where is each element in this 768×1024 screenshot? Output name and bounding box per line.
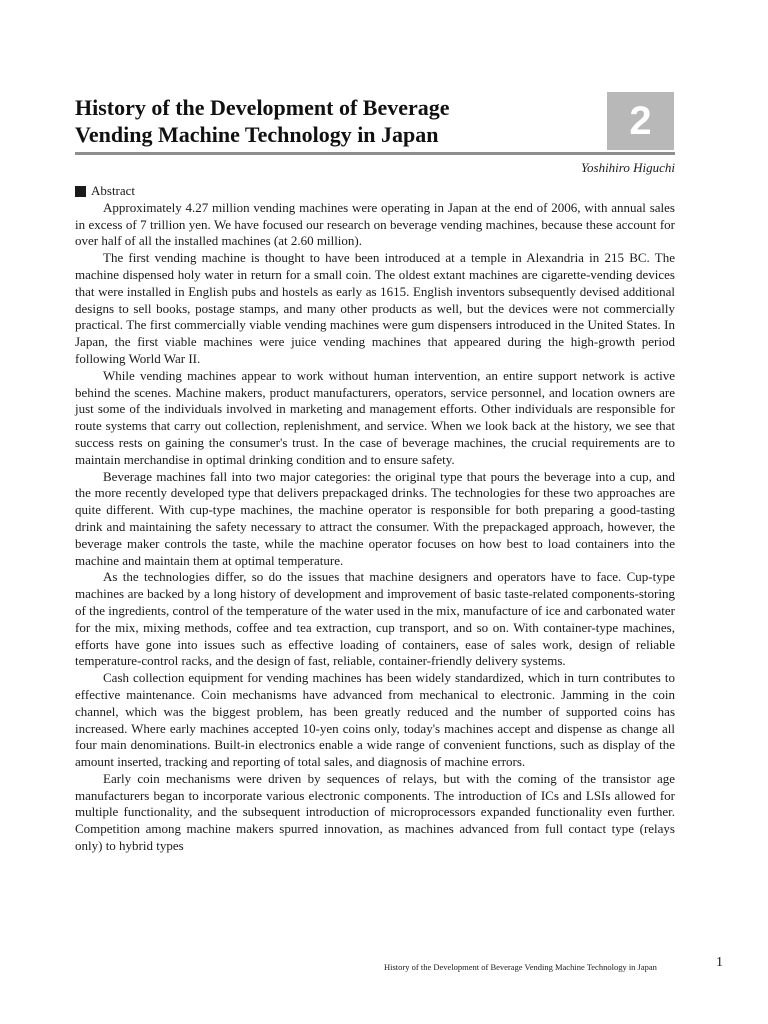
paragraph: Cash collection equipment for vending machines has been widely standardized, which in turn contributes to effective maintenance. Coin mechanisms have advanced from mechanical to electronic. Jamming in the coin channel, which was the biggest problem, has been greatly reduced and the number of supported coins has increased. Where early machines accepted 10-yen coins only, today's machines accept and dispense as change all four main denominations. Built-in electronics enable a wide range of convenient functions, such as display of the amount inserted, tracking and reporting of total sales, and diagnosis of machine errors. — [75, 670, 675, 770]
black-square-icon — [75, 186, 86, 197]
chapter-number-badge: 2 — [607, 92, 674, 150]
paper-page — [75, 92, 675, 855]
page-number: 1 — [716, 955, 723, 970]
title-line-2: Vending Machine Technology in Japan — [75, 122, 439, 147]
paragraph: While vending machines appear to work without human intervention, an entire support network is active behind the scenes. Machine makers, product manufacturers, operators, service personnel, and location owners are just some of the individuals involved in marketing and management efforts. Other individuals are responsible for route systems that carry out collection, replenishment, and service. When we look back at the history, we see that success rests on gaining the consumer's trust. In the case of beverage machines, the crucial requirements are to maintain merchandise in optimal drinking condition and to ensure safety. — [75, 367, 675, 467]
title-rule — [75, 152, 675, 155]
title-line-1: History of the Development of Beverage — [75, 95, 450, 120]
paragraph: Early coin mechanisms were driven by sequences of relays, but with the coming of the transistor age manufacturers began to incorporate various electronic components. The introduction of ICs and LSIs allowed for multiple functionality, and the subsequent introduction of microprocessors expanded functionality even further. Competition among machine makers spurred innovation, as machines advanced from full contact type (relays only) to hybrid types — [75, 770, 675, 854]
paragraph: Beverage machines fall into two major categories: the original type that pours the beverage into a cup, and the more recently developed type that delivers prepackaged drinks. The technologies for these two approaches are quite different. With cup-type machines, the machine operator is responsible for both preparing a good-tasting drink and maintaining the safety necessary to attract the consumer. With the prepackaged approach, however, the beverage maker controls the taste, while the machine operator focuses on how best to load containers into the machine and maintain them at optimal temperature. — [75, 468, 675, 568]
title-row — [75, 92, 675, 150]
author-name: Yoshihiro Higuchi — [580, 160, 675, 175]
abstract-heading — [75, 183, 675, 200]
paper-title — [75, 94, 595, 148]
paragraph: The first vending machine is thought to have been introduced at a temple in Alexandria in 215 BC. The machine dispensed holy water in return for a small coin. The oldest extant machines are cigarette-vending devices that were installed in English pubs and hostels as early as 1615. English inventors subsequently devised additional designs to sell books, postage stamps, and many other products as well, but the devices were not commercially practical. The first commercially viable vending machines were gum dispensers introduced in the United States. In Japan, the first viable machines were juice vending machines that appeared during the high-growth period following World War II. — [75, 250, 675, 366]
paragraph: Approximately 4.27 million vending machines were operating in Japan at the end of 2006, with annual sales in excess of 7 trillion yen. We have focused our research on beverage vending machines, because these account for over half of all the installed machines (at 2.60 million). — [75, 199, 675, 249]
paragraph: As the technologies differ, so do the issues that machine designers and operators have to face. Cup-type machines are backed by a long history of development and improvement of basic taste-related components-storing of the ingredients, control of the temperature of the water used in the mix, manufacture of ice and carbonated water for the mix, mixing methods, coffee and tea extraction, cup transport, and so on. With container-type machines, efforts have gone into issues such as effective loading of containers, ease of sales work, design of reliable temperature-control racks, and the design of fast, reliable, container-friendly delivery systems. — [75, 569, 675, 669]
abstract-label: Abstract — [91, 183, 136, 198]
running-footer: History of the Development of Beverage Vending Machine Technology in Japan — [384, 962, 657, 972]
abstract-body — [75, 200, 675, 855]
